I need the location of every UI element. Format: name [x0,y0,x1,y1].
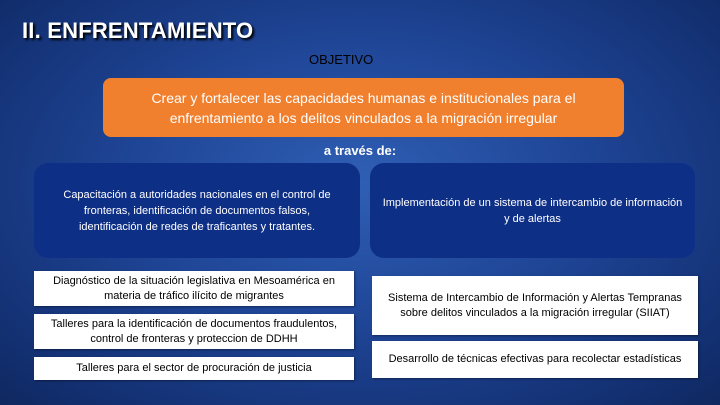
list-item-siiat [372,276,698,335]
list-item-workshops-documents [34,314,354,349]
connector-label: a través de: [323,143,397,158]
list-item-workshops-documents-text: Talleres para la identificación de documentos fraudulentos, control de fronteras y proteccion de DDHH [50,317,338,345]
list-item-statistics-text: Desarrollo de técnicas efectivas para recolectar estadísticas [388,353,682,365]
list-item-diagnostic [34,271,354,306]
training-box [34,163,360,258]
objective-box [103,78,624,137]
list-item-workshops-justice-text: Talleres para el sector de procuración de justicia [76,362,312,374]
alert-system-text: Implementación de un sistema de intercambio de información y de alertas [382,196,683,225]
objective-heading: OBJETIVO [309,52,374,67]
list-item-siiat-text: Sistema de Intercambio de Información y Alertas Tempranas sobre delitos vinculados a la migración irregular (SIIAT) [388,291,682,319]
training-text: Capacitación a autoridades nacionales en el control de fronteras, identificación de documentos falsos, identificación de redes de traficantes y tratantes. [63,188,331,233]
list-item-workshops-justice [34,357,354,380]
slide-title: II. ENFRENTAMIENTO [22,18,254,43]
list-item-statistics [372,341,698,378]
objective-text: Crear y fortalecer las capacidades humanas e institucionales para el enfrentamiento a los delitos vinculados a la migración irregular [151,89,576,126]
alert-system-box [370,163,695,258]
list-item-diagnostic-text: Diagnóstico de la situación legislativa en Mesoamérica en materia de tráfico ilícito de migrantes [53,274,335,302]
